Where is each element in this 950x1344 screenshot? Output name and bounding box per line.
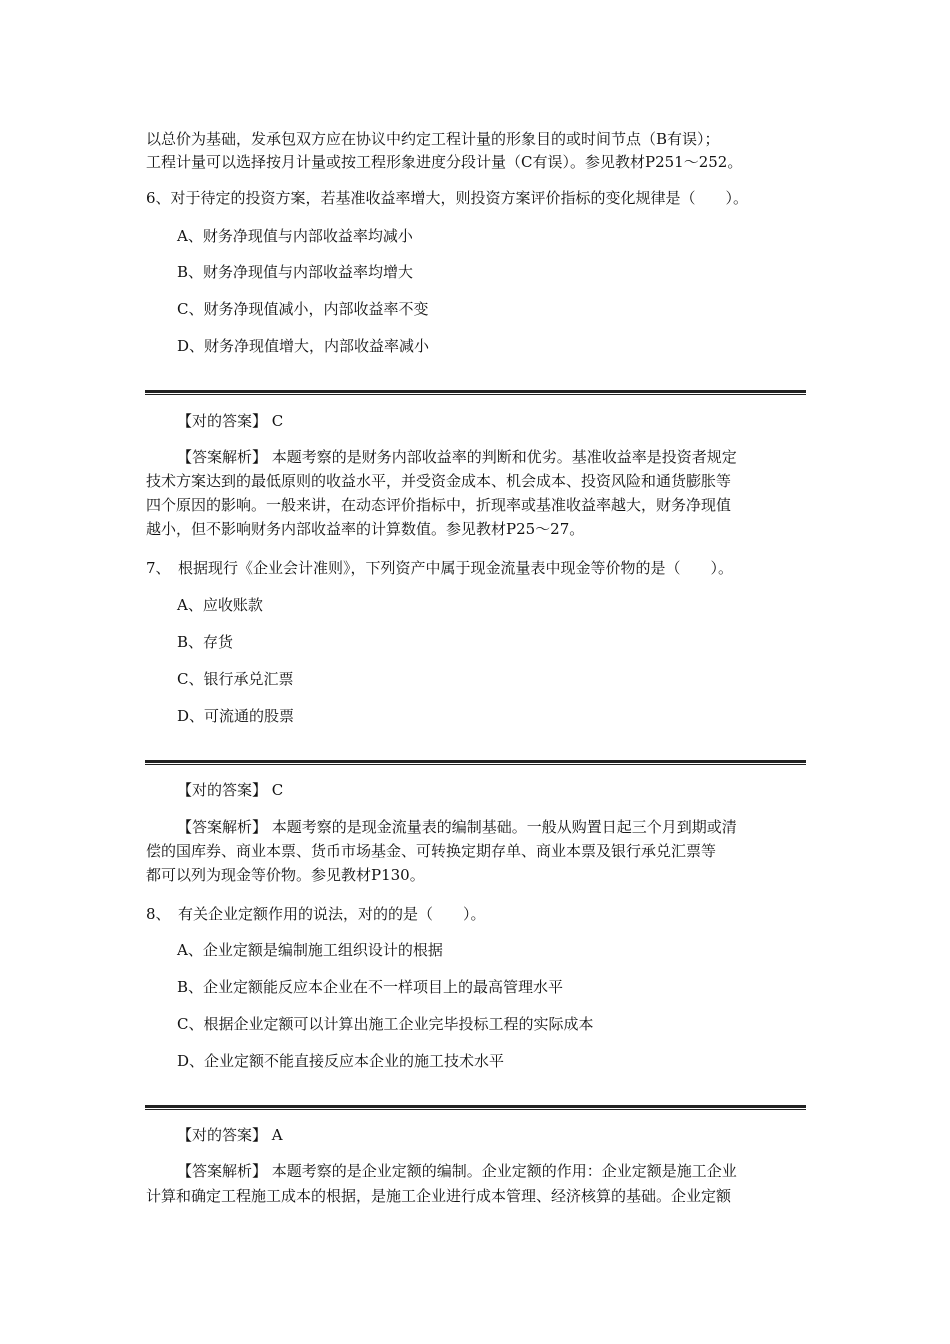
question-6-answer: 【对的答案】 C	[177, 412, 284, 430]
question-7-answer: 【对的答案】 C	[177, 781, 284, 799]
question-6-option-a: A、财务净现值与内部收益率均减小	[177, 227, 413, 245]
question-6-option-c: C、财务净现值减小，内部收益率不变	[177, 300, 429, 318]
question-6-stem: 6、对于待定的投资方案，若基准收益率增大，则投资方案评价指标的变化规律是（ ）。	[146, 189, 749, 207]
question-7-option-d: D、可流通的股票	[177, 707, 295, 725]
question-7-analysis-line-3: 都可以列为现金等价物。参见教材P130。	[146, 866, 425, 884]
question-6-analysis-line-2: 技术方案达到的最低原则的收益水平，并受资金成本、机会成本、投资风险和通货膨胀等	[146, 472, 732, 490]
question-7-option-a: A、应收账款	[177, 596, 263, 614]
divider-rule	[145, 1105, 806, 1110]
question-8-analysis-line-1: 【答案解析】 本题考察的是企业定额的编制。企业定额的作用：企业定额是施工企业	[177, 1162, 737, 1180]
question-7-option-b: B、存货	[177, 633, 234, 651]
question-8-answer: 【对的答案】 A	[177, 1126, 283, 1144]
question-6-analysis-line-1: 【答案解析】 本题考察的是财务内部收益率的判断和优劣。基准收益率是投资者规定	[177, 448, 737, 466]
question-6-option-b: B、财务净现值与内部收益率均增大	[177, 263, 414, 281]
question-6-analysis-line-4: 越小，但不影响财务内部收益率的计算数值。参见教材P25～27。	[146, 520, 585, 538]
question-7-analysis-line-1: 【答案解析】 本题考察的是现金流量表的编制基础。一般从购置日起三个月到期或清	[177, 818, 737, 836]
question-8-stem: 8、 有关企业定额作用的说法，对的的是（ ）。	[146, 905, 486, 923]
intro-line-1: 以总价为基础，发承包双方应在协议中约定工程计量的形象目的或时间节点（B有误）；	[146, 130, 720, 148]
question-8-analysis-line-2: 计算和确定工程施工成本的根据，是施工企业进行成本管理、经济核算的基础。企业定额	[146, 1187, 732, 1205]
divider-rule	[145, 760, 806, 765]
question-7-option-c: C、银行承兑汇票	[177, 670, 294, 688]
question-6-analysis-line-3: 四个原因的影响。一般来讲，在动态评价指标中，折现率或基准收益率越大，财务净现值	[146, 496, 732, 514]
question-8-option-c: C、根据企业定额可以计算出施工企业完毕投标工程的实际成本	[177, 1015, 594, 1033]
divider-rule	[145, 390, 806, 395]
intro-line-2: 工程计量可以选择按月计量或按工程形象进度分段计量（C有误）。参见教材P251～252。	[146, 153, 743, 171]
question-8-option-b: B、企业定额能反应本企业在不一样项目上的最高管理水平	[177, 978, 564, 996]
question-8-option-a: A、企业定额是编制施工组织设计的根据	[177, 941, 443, 959]
question-7-stem: 7、 根据现行《企业会计准则》，下列资产中属于现金流量表中现金等价物的是（ ）。	[146, 559, 734, 577]
question-8-option-d: D、企业定额不能直接反应本企业的施工技术水平	[177, 1052, 505, 1070]
question-7-analysis-line-2: 偿的国库券、商业本票、货币市场基金、可转换定期存单、商业本票及银行承兑汇票等	[146, 842, 717, 860]
question-6-option-d: D、财务净现值增大，内部收益率减小	[177, 337, 430, 355]
